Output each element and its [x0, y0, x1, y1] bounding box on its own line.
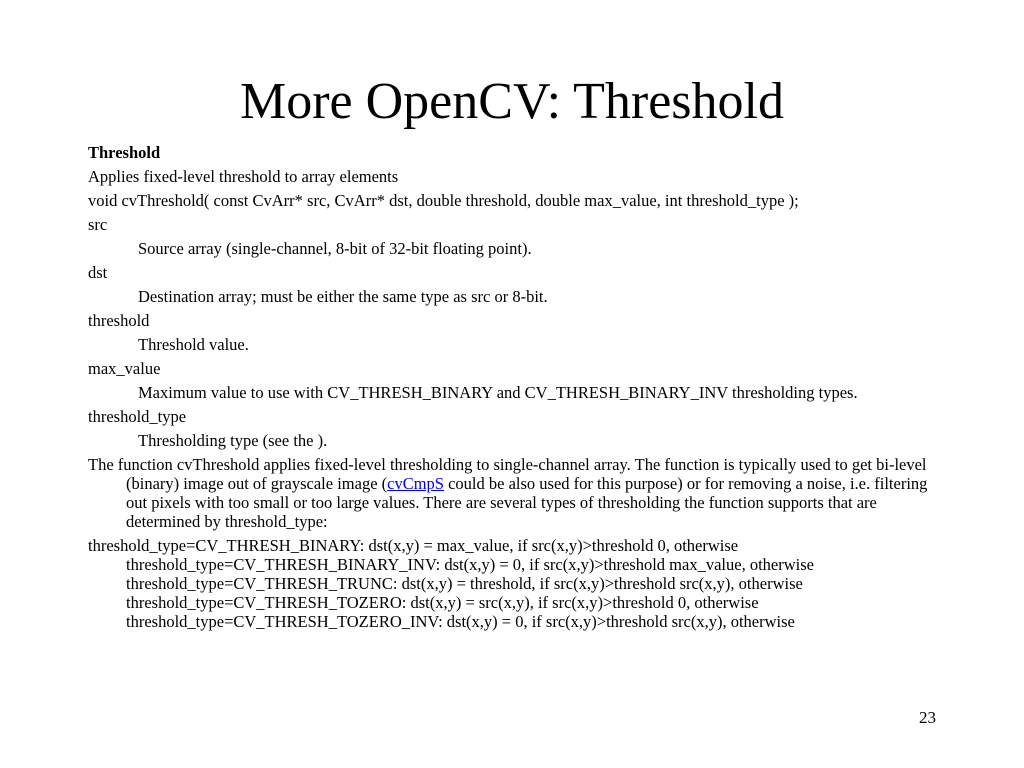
param-desc-max-value: Maximum value to use with CV_THRESH_BINARY and CV_THRESH_BINARY_INV thresholding types.: [138, 383, 858, 402]
param-name-threshold: threshold: [88, 311, 150, 330]
param-name-dst: dst: [88, 263, 108, 282]
function-description: [88, 455, 948, 531]
param-name-threshold-type: threshold_type: [88, 407, 187, 426]
param-desc-threshold-type: Thresholding type (see the ).: [138, 431, 328, 450]
param-desc-src: Source array (single-channel, 8-bit of 32-bit floating point).: [138, 239, 532, 258]
page-number: 23: [919, 708, 936, 727]
description-text-start: The function cvThreshold applies fixed-level thresholding to single-channel array. The function is typically used to get bi-level (binary) image out of grayscale image (: [88, 455, 927, 493]
cvcmps-link[interactable]: cvCmpS: [387, 474, 444, 493]
threshold-types-list: threshold_type=CV_THRESH_BINARY: dst(x,y) = max_value, if src(x,y)>threshold 0, otherwise threshold_type=CV_THRESH_BINARY_INV: dst(x,y) = 0, if src(x,y)>threshold max_value, otherwise threshold_type=CV_THRESH_TRUNC: dst(x,y) = threshold, if src(x,y)>threshold src(x,y), otherwise threshold_type=CV_THRESH_TOZERO: dst(x,y) = src(x,y), if src(x,y)>threshold 0, otherwise threshold_type=CV_THRESH_TOZERO_INV: dst(x,y) = 0, if src(x,y)>threshold src(x,y), otherwise: [88, 536, 814, 631]
param-name-max-value: max_value: [88, 359, 161, 378]
description-text-end: could be also used for this purpose) or for removing a noise, i.e. filtering out pixels with too small or too large values. There are several types of thresholding the function supports that are determined by threshold_type:: [126, 474, 928, 531]
param-desc-threshold: Threshold value.: [138, 335, 249, 354]
function-heading: Threshold: [88, 143, 161, 162]
function-signature: void cvThreshold( const CvArr* src, CvArr* dst, double threshold, double max_value, int threshold_type );: [88, 191, 799, 210]
slide-body: [88, 143, 948, 636]
slide-title: More OpenCV: Threshold: [240, 73, 784, 130]
param-desc-dst: Destination array; must be either the same type as src or 8-bit.: [138, 287, 548, 306]
param-name-src: src: [88, 215, 108, 234]
function-summary: Applies fixed-level threshold to array elements: [88, 167, 399, 186]
